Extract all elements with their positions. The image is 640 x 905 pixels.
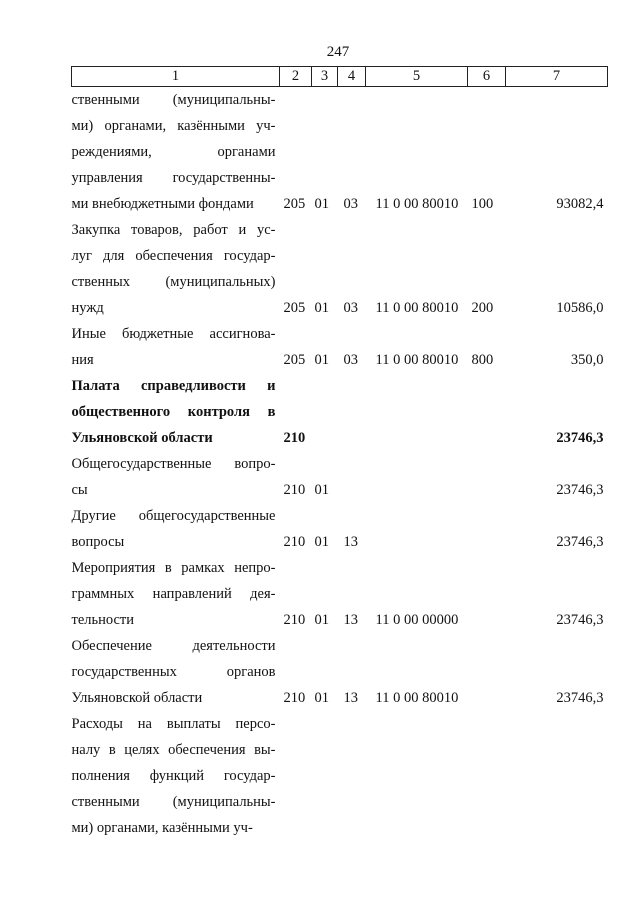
- row-name-line: ми внебюджетными фондами: [71, 196, 254, 212]
- table-row: [72, 373, 608, 451]
- row-name-line: ми) органами, казёнными уч-: [71, 118, 276, 134]
- expense-type-code: [468, 555, 506, 633]
- row-name-line: Ульяновской области: [71, 430, 213, 446]
- target-article-code: [366, 451, 468, 503]
- amount-value: 10586,0: [556, 300, 604, 316]
- table-row: [72, 321, 608, 373]
- header-cell-6: 6: [468, 67, 506, 87]
- row-name: [72, 373, 280, 451]
- table-row: [72, 555, 608, 633]
- row-name: [72, 87, 280, 218]
- row-name: [72, 321, 280, 373]
- row-name-line: Закупка товаров, работ и ус-: [71, 222, 276, 238]
- row-name-line: Мероприятия в рамках непро-: [71, 560, 276, 576]
- row-name-line: ми) органами, казёнными уч-: [71, 820, 253, 836]
- row-name-line: вопросы: [71, 534, 125, 550]
- subsection-code: 13: [343, 612, 358, 628]
- expense-type-code: [468, 633, 506, 711]
- row-name-line: налу в целях обеспечения вы-: [71, 742, 276, 758]
- row-name-line: нужд: [71, 300, 104, 316]
- header-cell-2: 2: [280, 67, 312, 87]
- table-header-row: [72, 67, 608, 87]
- amount-value: 23746,3: [556, 534, 604, 550]
- header-cell-1: 1: [72, 67, 280, 87]
- ministry-code: 210: [283, 534, 306, 550]
- section-code: 01: [314, 352, 329, 368]
- budget-table: [71, 66, 608, 841]
- row-name: [72, 555, 280, 633]
- ministry-code: 210: [283, 612, 306, 628]
- target-article-code: 11 0 00 80010: [375, 196, 459, 212]
- section-code: 01: [314, 612, 329, 628]
- section-code: 01: [314, 196, 329, 212]
- table-row: [72, 87, 608, 218]
- section-code: [312, 711, 338, 841]
- header-cell-7: 7: [506, 67, 608, 87]
- amount-value: 23746,3: [556, 690, 604, 706]
- subsection-code: 03: [343, 352, 358, 368]
- expense-type-code: 200: [471, 300, 494, 316]
- expense-type-code: 100: [471, 196, 494, 212]
- header-cell-3: 3: [312, 67, 338, 87]
- ministry-code: 210: [283, 482, 306, 498]
- ministry-code: 205: [283, 300, 306, 316]
- subsection-code: 13: [343, 690, 358, 706]
- row-name-line: Другие общегосударственные: [71, 508, 276, 524]
- page-number: 247: [326, 44, 350, 60]
- row-name-line: реждениями, органами: [71, 144, 276, 160]
- row-name-line: тельности: [71, 612, 135, 628]
- amount-value: 23746,3: [556, 430, 604, 446]
- row-name-line: полнения функций государ-: [71, 768, 276, 784]
- ministry-code: [280, 711, 312, 841]
- ministry-code: 205: [283, 352, 306, 368]
- row-name: [72, 633, 280, 711]
- amount-value: 23746,3: [556, 612, 604, 628]
- row-name-line: Палата справедливости и: [71, 378, 276, 394]
- expense-type-code: [468, 373, 506, 451]
- subsection-code: [338, 373, 366, 451]
- target-article-code: [366, 711, 468, 841]
- section-code: 01: [314, 482, 329, 498]
- row-name-line: управления государственны-: [71, 170, 276, 186]
- amount-value: [506, 711, 608, 841]
- target-article-code: [366, 503, 468, 555]
- table-row: [72, 217, 608, 321]
- row-name-line: Расходы на выплаты персо-: [71, 716, 276, 732]
- subsection-code: [338, 451, 366, 503]
- row-name-line: Общегосударственные вопро-: [71, 456, 276, 472]
- row-name-line: ния: [71, 352, 94, 368]
- subsection-code: 03: [343, 196, 358, 212]
- section-code: 01: [314, 534, 329, 550]
- header-cell-5: 5: [366, 67, 468, 87]
- section-code: [312, 373, 338, 451]
- row-name-line: ственными (муниципальны-: [71, 794, 276, 810]
- table-row: [72, 711, 608, 841]
- row-name-line: общественного контроля в: [71, 404, 276, 420]
- expense-type-code: [468, 711, 506, 841]
- row-name: [72, 451, 280, 503]
- expense-type-code: 800: [471, 352, 494, 368]
- row-name-line: Иные бюджетные ассигнова-: [71, 326, 276, 342]
- row-name-line: ственными (муниципальны-: [71, 92, 276, 108]
- section-code: 01: [314, 690, 329, 706]
- amount-value: 350,0: [570, 352, 604, 368]
- target-article-code: 11 0 00 80010: [375, 352, 459, 368]
- table-body: [72, 87, 608, 842]
- table-row: [72, 451, 608, 503]
- target-article-code: 11 0 00 80010: [375, 300, 459, 316]
- amount-value: 23746,3: [556, 482, 604, 498]
- row-name-line: луг для обеспечения государ-: [71, 248, 276, 264]
- row-name-line: Обеспечение деятельности: [71, 638, 276, 654]
- row-name-line: Ульяновской области: [71, 690, 203, 706]
- table-row: [72, 503, 608, 555]
- section-code: 01: [314, 300, 329, 316]
- header-cell-4: 4: [338, 67, 366, 87]
- expense-type-code: [468, 451, 506, 503]
- row-name: [72, 711, 280, 841]
- ministry-code: 210: [283, 690, 306, 706]
- subsection-code: 03: [343, 300, 358, 316]
- ministry-code: 210: [283, 430, 306, 446]
- row-name-line: ственных (муниципальных): [71, 274, 276, 290]
- target-article-code: 11 0 00 80010: [375, 690, 459, 706]
- target-article-code: 11 0 00 00000: [375, 612, 459, 628]
- table-row: [72, 633, 608, 711]
- subsection-code: [338, 711, 366, 841]
- amount-value: 93082,4: [556, 196, 604, 212]
- ministry-code: 205: [283, 196, 306, 212]
- row-name-line: граммных направлений дея-: [71, 586, 276, 602]
- expense-type-code: [468, 503, 506, 555]
- row-name: [72, 217, 280, 321]
- row-name-line: государственных органов: [71, 664, 276, 680]
- row-name: [72, 503, 280, 555]
- subsection-code: 13: [343, 534, 358, 550]
- target-article-code: [366, 373, 468, 451]
- row-name-line: сы: [71, 482, 88, 498]
